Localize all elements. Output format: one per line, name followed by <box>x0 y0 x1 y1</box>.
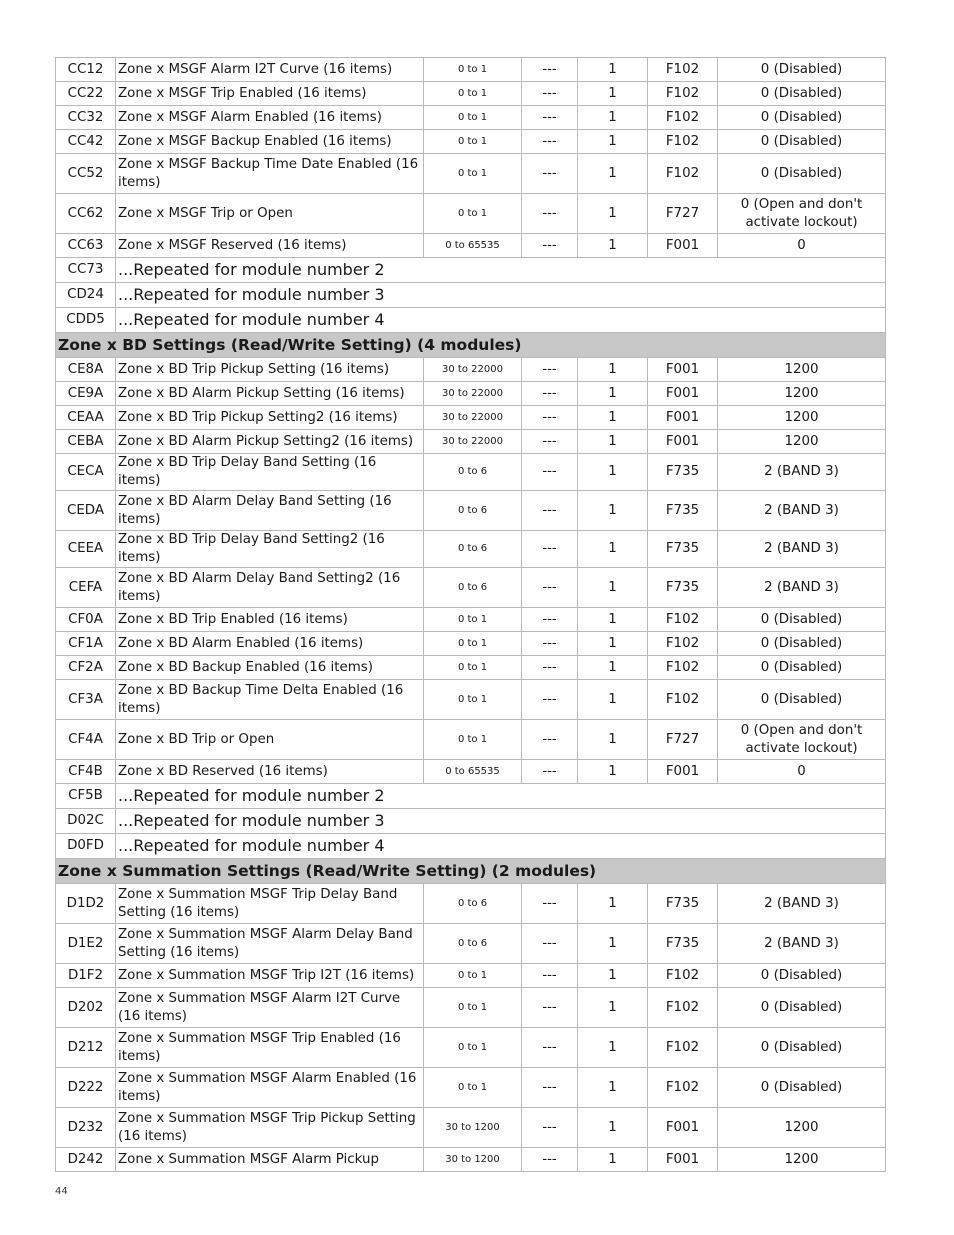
repeat-row <box>56 809 886 834</box>
step-cell: 1 <box>578 988 648 1028</box>
address-cell: CC32 <box>56 106 116 130</box>
format-cell: F735 <box>648 884 718 924</box>
description-cell: Zone x MSGF Alarm I2T Curve (16 items) <box>116 58 424 82</box>
default-cell: 0 (Disabled) <box>718 1028 886 1068</box>
range-cell: 30 to 22000 <box>424 430 522 454</box>
format-cell: F102 <box>648 680 718 720</box>
range-cell: 0 to 1 <box>424 194 522 234</box>
default-cell: 2 (BAND 3) <box>718 924 886 964</box>
default-cell: 0 <box>718 760 886 784</box>
default-cell: 2 (BAND 3) <box>718 531 886 568</box>
range-cell: 0 to 6 <box>424 924 522 964</box>
description-cell: Zone x Summation MSGF Alarm Delay Band Setting (16 items) <box>116 924 424 964</box>
units-cell: --- <box>522 632 578 656</box>
description-cell: Zone x Summation MSGF Alarm I2T Curve (16 items) <box>116 988 424 1028</box>
address-cell: D02C <box>56 809 116 834</box>
address-cell: CF5B <box>56 784 116 809</box>
format-cell: F001 <box>648 1108 718 1148</box>
range-cell: 0 to 1 <box>424 656 522 680</box>
repeat-note: ...Repeated for module number 4 <box>116 834 886 859</box>
address-cell: CC42 <box>56 130 116 154</box>
table-row <box>56 491 886 531</box>
units-cell: --- <box>522 720 578 760</box>
format-cell: F735 <box>648 454 718 491</box>
description-cell: Zone x BD Backup Time Delta Enabled (16 items) <box>116 680 424 720</box>
table-row <box>56 964 886 988</box>
default-cell: 0 (Disabled) <box>718 1068 886 1108</box>
table-row <box>56 1108 886 1148</box>
description-cell: Zone x MSGF Trip or Open <box>116 194 424 234</box>
address-cell: CEFA <box>56 568 116 608</box>
format-cell: F001 <box>648 382 718 406</box>
range-cell: 0 to 6 <box>424 531 522 568</box>
description-cell: Zone x BD Reserved (16 items) <box>116 760 424 784</box>
units-cell: --- <box>522 154 578 194</box>
format-cell: F727 <box>648 194 718 234</box>
range-cell: 0 to 1 <box>424 608 522 632</box>
units-cell: --- <box>522 130 578 154</box>
address-cell: CC12 <box>56 58 116 82</box>
address-cell: D222 <box>56 1068 116 1108</box>
repeat-row <box>56 834 886 859</box>
description-cell: Zone x BD Trip Pickup Setting (16 items) <box>116 358 424 382</box>
description-cell: Zone x MSGF Backup Enabled (16 items) <box>116 130 424 154</box>
units-cell: --- <box>522 608 578 632</box>
range-cell: 0 to 1 <box>424 988 522 1028</box>
table-row <box>56 656 886 680</box>
address-cell: CC62 <box>56 194 116 234</box>
units-cell: --- <box>522 491 578 531</box>
address-cell: CDD5 <box>56 308 116 333</box>
units-cell: --- <box>522 656 578 680</box>
step-cell: 1 <box>578 82 648 106</box>
description-cell: Zone x BD Trip or Open <box>116 720 424 760</box>
format-cell: F001 <box>648 234 718 258</box>
address-cell: CF4A <box>56 720 116 760</box>
default-cell: 1200 <box>718 358 886 382</box>
description-cell: Zone x Summation MSGF Trip Delay Band Setting (16 items) <box>116 884 424 924</box>
step-cell: 1 <box>578 531 648 568</box>
table-row <box>56 531 886 568</box>
range-cell: 0 to 1 <box>424 154 522 194</box>
address-cell: CD24 <box>56 283 116 308</box>
format-cell: F102 <box>648 1068 718 1108</box>
range-cell: 30 to 22000 <box>424 382 522 406</box>
units-cell: --- <box>522 358 578 382</box>
step-cell: 1 <box>578 884 648 924</box>
address-cell: CEAA <box>56 406 116 430</box>
table-row <box>56 234 886 258</box>
description-cell: Zone x BD Trip Enabled (16 items) <box>116 608 424 632</box>
address-cell: D1F2 <box>56 964 116 988</box>
address-cell: CC63 <box>56 234 116 258</box>
step-cell: 1 <box>578 924 648 964</box>
address-cell: CF0A <box>56 608 116 632</box>
format-cell: F102 <box>648 632 718 656</box>
table-row <box>56 454 886 491</box>
description-cell: Zone x MSGF Reserved (16 items) <box>116 234 424 258</box>
address-cell: CC73 <box>56 258 116 283</box>
format-cell: F102 <box>648 608 718 632</box>
repeat-note: ...Repeated for module number 4 <box>116 308 886 333</box>
repeat-note: ...Repeated for module number 2 <box>116 258 886 283</box>
units-cell: --- <box>522 1028 578 1068</box>
range-cell: 0 to 6 <box>424 884 522 924</box>
units-cell: --- <box>522 760 578 784</box>
table-row <box>56 382 886 406</box>
modbus-memory-map-table <box>55 57 886 1172</box>
repeat-row <box>56 308 886 333</box>
address-cell: D1E2 <box>56 924 116 964</box>
range-cell: 0 to 1 <box>424 106 522 130</box>
description-cell: Zone x MSGF Alarm Enabled (16 items) <box>116 106 424 130</box>
default-cell: 2 (BAND 3) <box>718 491 886 531</box>
table-row <box>56 106 886 130</box>
default-cell: 0 (Disabled) <box>718 632 886 656</box>
units-cell: --- <box>522 430 578 454</box>
step-cell: 1 <box>578 720 648 760</box>
table-row <box>56 406 886 430</box>
range-cell: 0 to 6 <box>424 568 522 608</box>
format-cell: F102 <box>648 656 718 680</box>
description-cell: Zone x MSGF Backup Time Date Enabled (16 items) <box>116 154 424 194</box>
units-cell: --- <box>522 454 578 491</box>
range-cell: 30 to 1200 <box>424 1148 522 1172</box>
units-cell: --- <box>522 884 578 924</box>
format-cell: F102 <box>648 1028 718 1068</box>
repeat-note: ...Repeated for module number 3 <box>116 283 886 308</box>
default-cell: 1200 <box>718 382 886 406</box>
default-cell: 2 (BAND 3) <box>718 568 886 608</box>
range-cell: 0 to 6 <box>424 491 522 531</box>
table-row <box>56 720 886 760</box>
address-cell: D0FD <box>56 834 116 859</box>
range-cell: 0 to 65535 <box>424 234 522 258</box>
table-row <box>56 194 886 234</box>
repeat-row <box>56 258 886 283</box>
range-cell: 0 to 1 <box>424 58 522 82</box>
description-cell: Zone x Summation MSGF Trip I2T (16 items) <box>116 964 424 988</box>
format-cell: F735 <box>648 924 718 964</box>
format-cell: F102 <box>648 106 718 130</box>
format-cell: F727 <box>648 720 718 760</box>
description-cell: Zone x Summation MSGF Trip Enabled (16 items) <box>116 1028 424 1068</box>
units-cell: --- <box>522 964 578 988</box>
step-cell: 1 <box>578 454 648 491</box>
address-cell: CEDA <box>56 491 116 531</box>
table-row <box>56 82 886 106</box>
section-header-row <box>56 333 886 358</box>
table-row <box>56 608 886 632</box>
units-cell: --- <box>522 58 578 82</box>
address-cell: D1D2 <box>56 884 116 924</box>
default-cell: 1200 <box>718 1148 886 1172</box>
range-cell: 0 to 6 <box>424 454 522 491</box>
step-cell: 1 <box>578 632 648 656</box>
description-cell: Zone x BD Alarm Delay Band Setting (16 items) <box>116 491 424 531</box>
format-cell: F735 <box>648 531 718 568</box>
step-cell: 1 <box>578 130 648 154</box>
table-row <box>56 1148 886 1172</box>
units-cell: --- <box>522 531 578 568</box>
format-cell: F001 <box>648 760 718 784</box>
default-cell: 0 (Disabled) <box>718 680 886 720</box>
range-cell: 30 to 22000 <box>424 358 522 382</box>
format-cell: F001 <box>648 358 718 382</box>
address-cell: CF2A <box>56 656 116 680</box>
units-cell: --- <box>522 1148 578 1172</box>
section-header-row <box>56 859 886 884</box>
default-cell: 1200 <box>718 430 886 454</box>
table-row <box>56 924 886 964</box>
description-cell: Zone x Summation MSGF Alarm Enabled (16 items) <box>116 1068 424 1108</box>
repeat-note: ...Repeated for module number 3 <box>116 809 886 834</box>
step-cell: 1 <box>578 358 648 382</box>
default-cell: 0 <box>718 234 886 258</box>
range-cell: 0 to 1 <box>424 964 522 988</box>
address-cell: CEEA <box>56 531 116 568</box>
address-cell: D202 <box>56 988 116 1028</box>
range-cell: 0 to 1 <box>424 632 522 656</box>
units-cell: --- <box>522 568 578 608</box>
address-cell: CF1A <box>56 632 116 656</box>
address-cell: CC52 <box>56 154 116 194</box>
address-cell: CEBA <box>56 430 116 454</box>
default-cell: 0 (Disabled) <box>718 656 886 680</box>
address-cell: D242 <box>56 1148 116 1172</box>
description-cell: Zone x BD Alarm Enabled (16 items) <box>116 632 424 656</box>
table-row <box>56 568 886 608</box>
step-cell: 1 <box>578 1108 648 1148</box>
range-cell: 30 to 1200 <box>424 1108 522 1148</box>
repeat-note: ...Repeated for module number 2 <box>116 784 886 809</box>
range-cell: 0 to 1 <box>424 720 522 760</box>
description-cell: Zone x BD Trip Delay Band Setting2 (16 items) <box>116 531 424 568</box>
address-cell: CE8A <box>56 358 116 382</box>
step-cell: 1 <box>578 406 648 430</box>
units-cell: --- <box>522 82 578 106</box>
default-cell: 0 (Disabled) <box>718 130 886 154</box>
units-cell: --- <box>522 234 578 258</box>
step-cell: 1 <box>578 154 648 194</box>
default-cell: 0 (Disabled) <box>718 988 886 1028</box>
description-cell: Zone x BD Alarm Pickup Setting2 (16 items) <box>116 430 424 454</box>
description-cell: Zone x BD Backup Enabled (16 items) <box>116 656 424 680</box>
step-cell: 1 <box>578 382 648 406</box>
table-row <box>56 632 886 656</box>
table-row <box>56 58 886 82</box>
description-cell: Zone x BD Trip Pickup Setting2 (16 items) <box>116 406 424 430</box>
table-row <box>56 430 886 454</box>
address-cell: D232 <box>56 1108 116 1148</box>
section-title: Zone x Summation Settings (Read/Write Setting) (2 modules) <box>56 859 886 884</box>
format-cell: F102 <box>648 964 718 988</box>
units-cell: --- <box>522 382 578 406</box>
default-cell: 0 (Disabled) <box>718 154 886 194</box>
step-cell: 1 <box>578 1148 648 1172</box>
table-row <box>56 988 886 1028</box>
repeat-row <box>56 784 886 809</box>
step-cell: 1 <box>578 608 648 632</box>
step-cell: 1 <box>578 491 648 531</box>
default-cell: 1200 <box>718 1108 886 1148</box>
step-cell: 1 <box>578 964 648 988</box>
range-cell: 30 to 22000 <box>424 406 522 430</box>
table-row <box>56 680 886 720</box>
default-cell: 1200 <box>718 406 886 430</box>
range-cell: 0 to 65535 <box>424 760 522 784</box>
description-cell: Zone x BD Alarm Delay Band Setting2 (16 items) <box>116 568 424 608</box>
format-cell: F102 <box>648 82 718 106</box>
units-cell: --- <box>522 1068 578 1108</box>
step-cell: 1 <box>578 234 648 258</box>
format-cell: F001 <box>648 406 718 430</box>
description-cell: Zone x MSGF Trip Enabled (16 items) <box>116 82 424 106</box>
range-cell: 0 to 1 <box>424 1068 522 1108</box>
description-cell: Zone x BD Trip Delay Band Setting (16 items) <box>116 454 424 491</box>
range-cell: 0 to 1 <box>424 130 522 154</box>
default-cell: 0 (Disabled) <box>718 58 886 82</box>
step-cell: 1 <box>578 430 648 454</box>
step-cell: 1 <box>578 680 648 720</box>
format-cell: F102 <box>648 988 718 1028</box>
step-cell: 1 <box>578 194 648 234</box>
address-cell: CECA <box>56 454 116 491</box>
format-cell: F102 <box>648 154 718 194</box>
step-cell: 1 <box>578 106 648 130</box>
units-cell: --- <box>522 988 578 1028</box>
format-cell: F102 <box>648 130 718 154</box>
repeat-row <box>56 283 886 308</box>
default-cell: 0 (Disabled) <box>718 82 886 106</box>
default-cell: 0 (Disabled) <box>718 608 886 632</box>
range-cell: 0 to 1 <box>424 1028 522 1068</box>
default-cell: 2 (BAND 3) <box>718 454 886 491</box>
format-cell: F001 <box>648 1148 718 1172</box>
table-row <box>56 1068 886 1108</box>
format-cell: F735 <box>648 491 718 531</box>
table-row <box>56 1028 886 1068</box>
description-cell: Zone x Summation MSGF Alarm Pickup <box>116 1148 424 1172</box>
table-row <box>56 760 886 784</box>
description-cell: Zone x BD Alarm Pickup Setting (16 items) <box>116 382 424 406</box>
units-cell: --- <box>522 106 578 130</box>
range-cell: 0 to 1 <box>424 82 522 106</box>
units-cell: --- <box>522 194 578 234</box>
format-cell: F001 <box>648 430 718 454</box>
page-number: 44 <box>55 1186 68 1197</box>
address-cell: CE9A <box>56 382 116 406</box>
address-cell: CC22 <box>56 82 116 106</box>
units-cell: --- <box>522 1108 578 1148</box>
format-cell: F102 <box>648 58 718 82</box>
default-cell: 0 (Open and don't activate lockout) <box>718 194 886 234</box>
table-row <box>56 154 886 194</box>
step-cell: 1 <box>578 58 648 82</box>
default-cell: 0 (Disabled) <box>718 106 886 130</box>
address-cell: D212 <box>56 1028 116 1068</box>
default-cell: 2 (BAND 3) <box>718 884 886 924</box>
default-cell: 0 (Open and don't activate lockout) <box>718 720 886 760</box>
step-cell: 1 <box>578 760 648 784</box>
step-cell: 1 <box>578 568 648 608</box>
default-cell: 0 (Disabled) <box>718 964 886 988</box>
range-cell: 0 to 1 <box>424 680 522 720</box>
step-cell: 1 <box>578 1068 648 1108</box>
units-cell: --- <box>522 406 578 430</box>
address-cell: CF4B <box>56 760 116 784</box>
table-row <box>56 884 886 924</box>
section-title: Zone x BD Settings (Read/Write Setting) (4 modules) <box>56 333 886 358</box>
table-row <box>56 358 886 382</box>
table-row <box>56 130 886 154</box>
address-cell: CF3A <box>56 680 116 720</box>
step-cell: 1 <box>578 1028 648 1068</box>
units-cell: --- <box>522 924 578 964</box>
format-cell: F735 <box>648 568 718 608</box>
units-cell: --- <box>522 680 578 720</box>
description-cell: Zone x Summation MSGF Trip Pickup Setting (16 items) <box>116 1108 424 1148</box>
step-cell: 1 <box>578 656 648 680</box>
